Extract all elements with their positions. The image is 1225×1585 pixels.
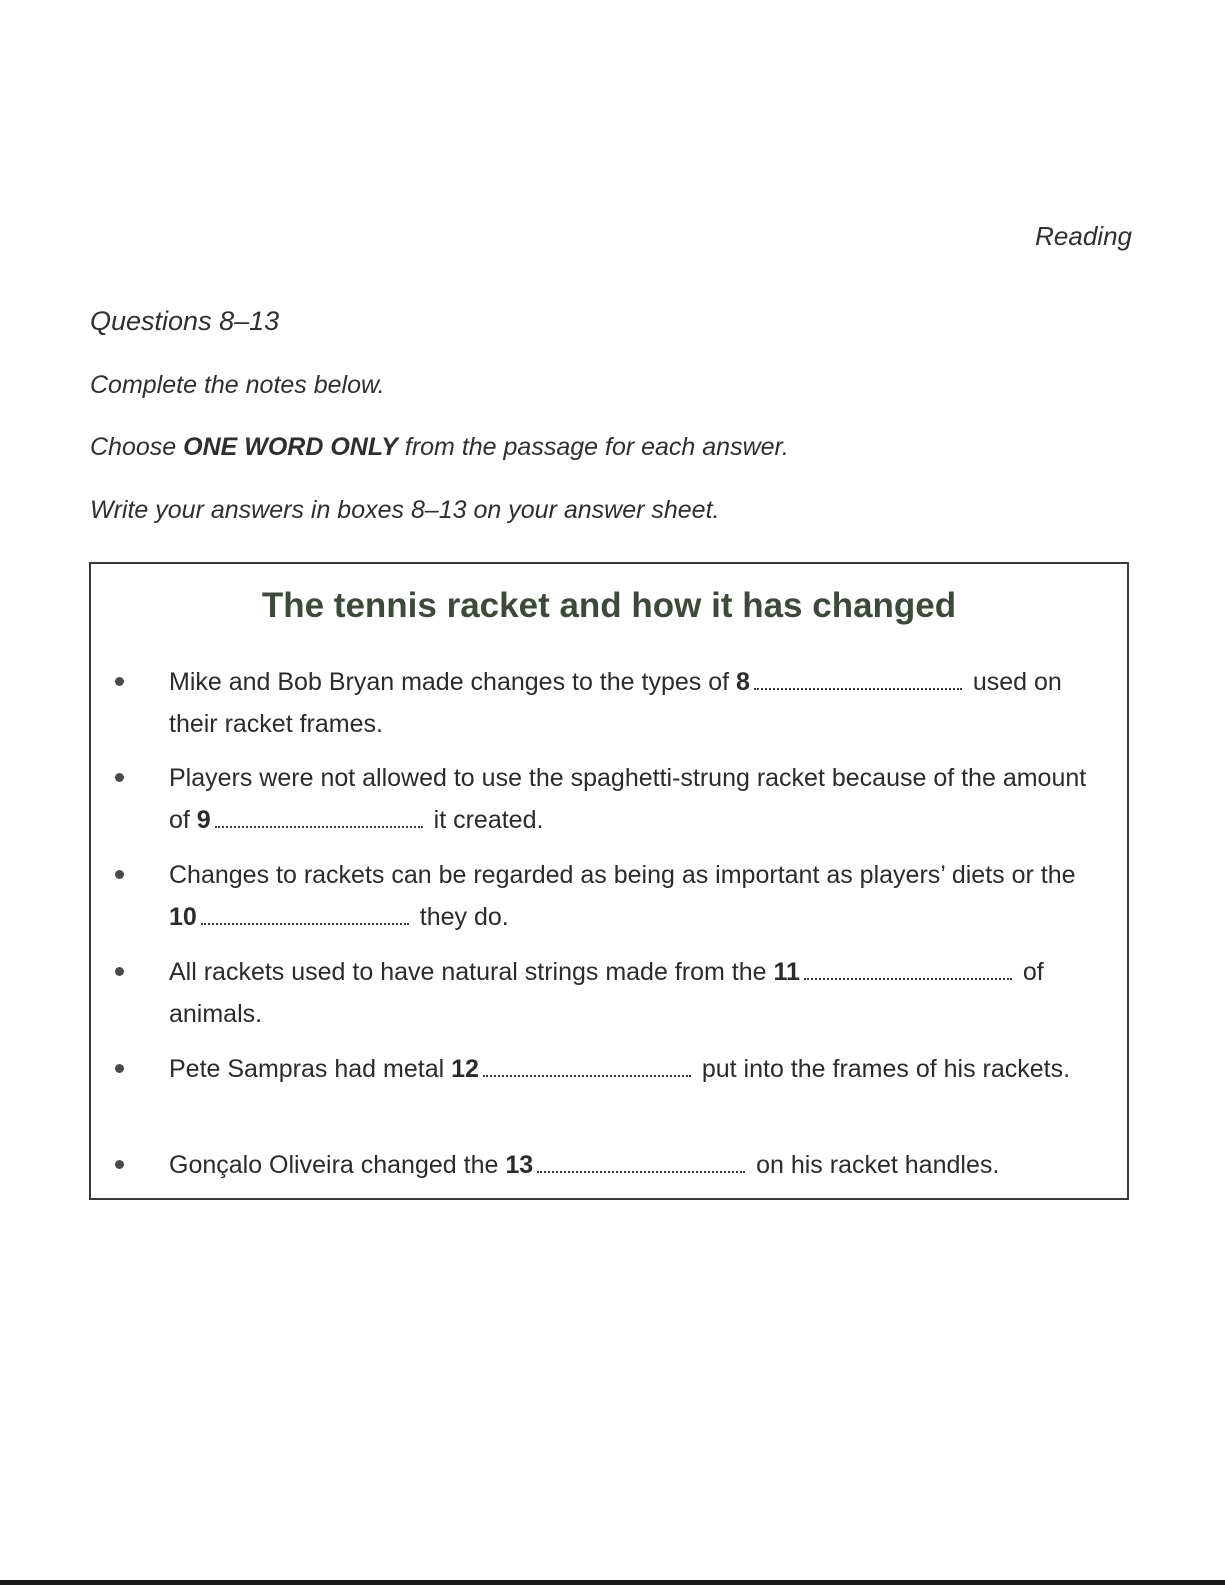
bullet-icon: [115, 967, 124, 976]
note-text-after: they do.: [412, 903, 509, 931]
note-item-10: [169, 854, 1109, 938]
note-text-before: Players were not allowed to use the spaghetti-strung racket because of the amount of: [169, 764, 1087, 834]
answer-gap-11[interactable]: [804, 976, 1012, 980]
instruction-choose-post: from the passage for each answer.: [397, 433, 789, 461]
note-text-before: All rackets used to have natural strings made from the: [169, 958, 774, 986]
note-text-after: on his racket handles.: [749, 1151, 1000, 1179]
note-text-after: of animals.: [169, 958, 1044, 1028]
bullet-icon: [115, 1160, 124, 1169]
note-text-before: Changes to rackets can be regarded as being as important as players’ diets or the: [169, 861, 1076, 889]
answer-gap-12[interactable]: [483, 1073, 691, 1077]
question-number: 8: [736, 668, 750, 696]
note-text-after: put into the frames of his rackets.: [694, 1055, 1071, 1083]
section-label: Reading: [1035, 221, 1132, 251]
note-text-before: Gonçalo Oliveira changed the: [169, 1151, 506, 1179]
note-item-11: [169, 951, 1109, 1035]
questions-heading: Questions 8–13: [90, 306, 280, 336]
answer-gap-8[interactable]: [754, 686, 962, 690]
instruction-answer-sheet: Write your answers in boxes 8–13 on your answer sheet.: [90, 496, 720, 524]
question-number: 10: [169, 903, 197, 931]
question-number: 12: [451, 1055, 479, 1083]
notes-box: [89, 562, 1129, 1200]
note-text-after: it created.: [426, 806, 544, 834]
bullet-icon: [115, 773, 124, 782]
question-number: 11: [773, 958, 800, 986]
bullet-icon: [115, 1064, 124, 1073]
answer-gap-13[interactable]: [537, 1169, 745, 1173]
instruction-one-word-only: ONE WORD ONLY: [183, 433, 398, 461]
note-text-before: Pete Sampras had metal: [169, 1055, 452, 1083]
instruction-choose-pre: Choose: [90, 433, 184, 461]
notes-title: The tennis racket and how it has changed: [261, 586, 957, 625]
answer-gap-9[interactable]: [215, 824, 423, 828]
note-item-12: [169, 1048, 1109, 1090]
question-number: 9: [196, 806, 211, 834]
note-item-8: [169, 661, 1109, 745]
page-bottom-edge: [0, 1580, 1225, 1585]
instruction-complete-notes: Complete the notes below.: [90, 371, 385, 399]
note-item-13: [169, 1144, 1109, 1186]
bullet-icon: [115, 677, 124, 686]
bullet-icon: [115, 870, 124, 879]
question-number: 13: [505, 1151, 534, 1179]
instruction-choose-word: [90, 433, 789, 462]
note-item-9: [169, 757, 1109, 841]
note-text-before: Mike and Bob Bryan made changes to the types of: [169, 668, 737, 696]
note-text-after: used on their racket frames.: [169, 668, 1062, 738]
answer-gap-10[interactable]: [201, 921, 409, 925]
